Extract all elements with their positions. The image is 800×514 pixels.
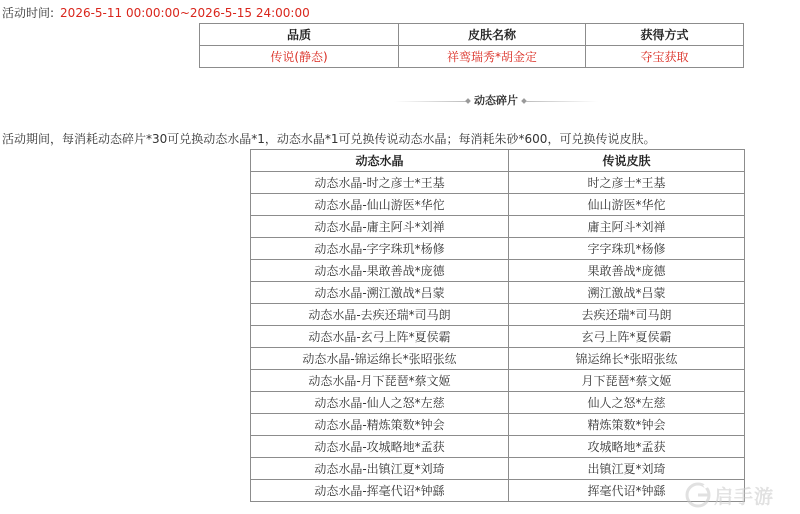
- table-row: [251, 194, 745, 216]
- crystal-cell: 动态水晶-去疾还瑞*司马朗: [251, 304, 509, 326]
- table-row: [251, 480, 745, 502]
- skin-cell: 字字珠玑*杨修: [509, 238, 745, 260]
- crystal-cell: 动态水晶-时之彦士*王基: [251, 172, 509, 194]
- skin-cell: 挥毫代诏*钟繇: [509, 480, 745, 502]
- header-skin-name: 皮肤名称: [399, 24, 586, 46]
- cell-quality: 传说(静态): [200, 46, 399, 68]
- table-row: [251, 260, 745, 282]
- exchange-header-row: [251, 150, 745, 172]
- activity-time-label: 活动时间:: [2, 6, 55, 20]
- crystal-cell: 动态水晶-玄弓上阵*夏侯霸: [251, 326, 509, 348]
- table-row: [251, 392, 745, 414]
- activity-time-value: 2026-5-11 00:00:00~2026-5-15 24:00:00: [60, 6, 310, 20]
- header-dynamic-crystal: 动态水晶: [251, 150, 509, 172]
- skin-cell: 仙人之怒*左慈: [509, 392, 745, 414]
- crystal-cell: 动态水晶-精炼策数*钟会: [251, 414, 509, 436]
- info-header-row: [200, 24, 744, 46]
- crystal-cell: 动态水晶-月下琵琶*蔡文姬: [251, 370, 509, 392]
- watermark: [684, 480, 794, 510]
- section-header: [390, 91, 602, 111]
- skin-cell: 玄弓上阵*夏侯霸: [509, 326, 745, 348]
- divider-right: [526, 101, 598, 102]
- table-row: [251, 458, 745, 480]
- skin-cell: 溯江激战*吕蒙: [509, 282, 745, 304]
- skin-cell: 月下琵琶*蔡文姬: [509, 370, 745, 392]
- skin-cell: 锦运绵长*张昭张纮: [509, 348, 745, 370]
- skin-cell: 时之彦士*王基: [509, 172, 745, 194]
- skin-info-table: [199, 23, 744, 68]
- skin-cell: 出镇江夏*刘琦: [509, 458, 745, 480]
- table-row: [251, 304, 745, 326]
- table-row: [251, 326, 745, 348]
- table-row: [251, 414, 745, 436]
- section-title: 动态碎片: [474, 94, 518, 107]
- table-row: [251, 282, 745, 304]
- table-row: [251, 238, 745, 260]
- activity-description: 活动期间，每消耗动态碎片*30可兑换动态水晶*1，动态水晶*1可兑换传说动态水晶；每消耗朱砂*600，可兑换传说皮肤。: [2, 132, 656, 146]
- header-legendary-skin: 传说皮肤: [509, 150, 745, 172]
- activity-time: [2, 5, 310, 21]
- header-obtain-method: 获得方式: [586, 24, 744, 46]
- table-row: [251, 348, 745, 370]
- info-data-row: [200, 46, 744, 68]
- table-row: [251, 172, 745, 194]
- crystal-cell: 动态水晶-仙人之怒*左慈: [251, 392, 509, 414]
- cell-skin-name: 祥鸾瑞秀*胡金定: [399, 46, 586, 68]
- skin-cell: 攻城略地*孟获: [509, 436, 745, 458]
- skin-cell: 精炼策数*钟会: [509, 414, 745, 436]
- header-quality: 品质: [200, 24, 399, 46]
- crystal-cell: 动态水晶-出镇江夏*刘琦: [251, 458, 509, 480]
- skin-cell: 庸主阿斗*刘禅: [509, 216, 745, 238]
- skin-cell: 仙山游医*华佗: [509, 194, 745, 216]
- exchange-table: [250, 149, 745, 502]
- watermark-text: 启手游: [714, 485, 775, 508]
- table-row: [251, 216, 745, 238]
- cell-obtain-method: 夺宝获取: [586, 46, 744, 68]
- crystal-cell: 动态水晶-挥毫代诏*钟繇: [251, 480, 509, 502]
- g-logo-icon: [684, 481, 712, 509]
- crystal-cell: 动态水晶-溯江激战*吕蒙: [251, 282, 509, 304]
- crystal-cell: 动态水晶-果敢善战*庞德: [251, 260, 509, 282]
- crystal-cell: 动态水晶-攻城略地*孟获: [251, 436, 509, 458]
- crystal-cell: 动态水晶-仙山游医*华佗: [251, 194, 509, 216]
- skin-cell: 去疾还瑞*司马朗: [509, 304, 745, 326]
- crystal-cell: 动态水晶-庸主阿斗*刘禅: [251, 216, 509, 238]
- crystal-cell: 动态水晶-字字珠玑*杨修: [251, 238, 509, 260]
- table-row: [251, 436, 745, 458]
- skin-cell: 果敢善战*庞德: [509, 260, 745, 282]
- crystal-cell: 动态水晶-锦运绵长*张昭张纮: [251, 348, 509, 370]
- table-row: [251, 370, 745, 392]
